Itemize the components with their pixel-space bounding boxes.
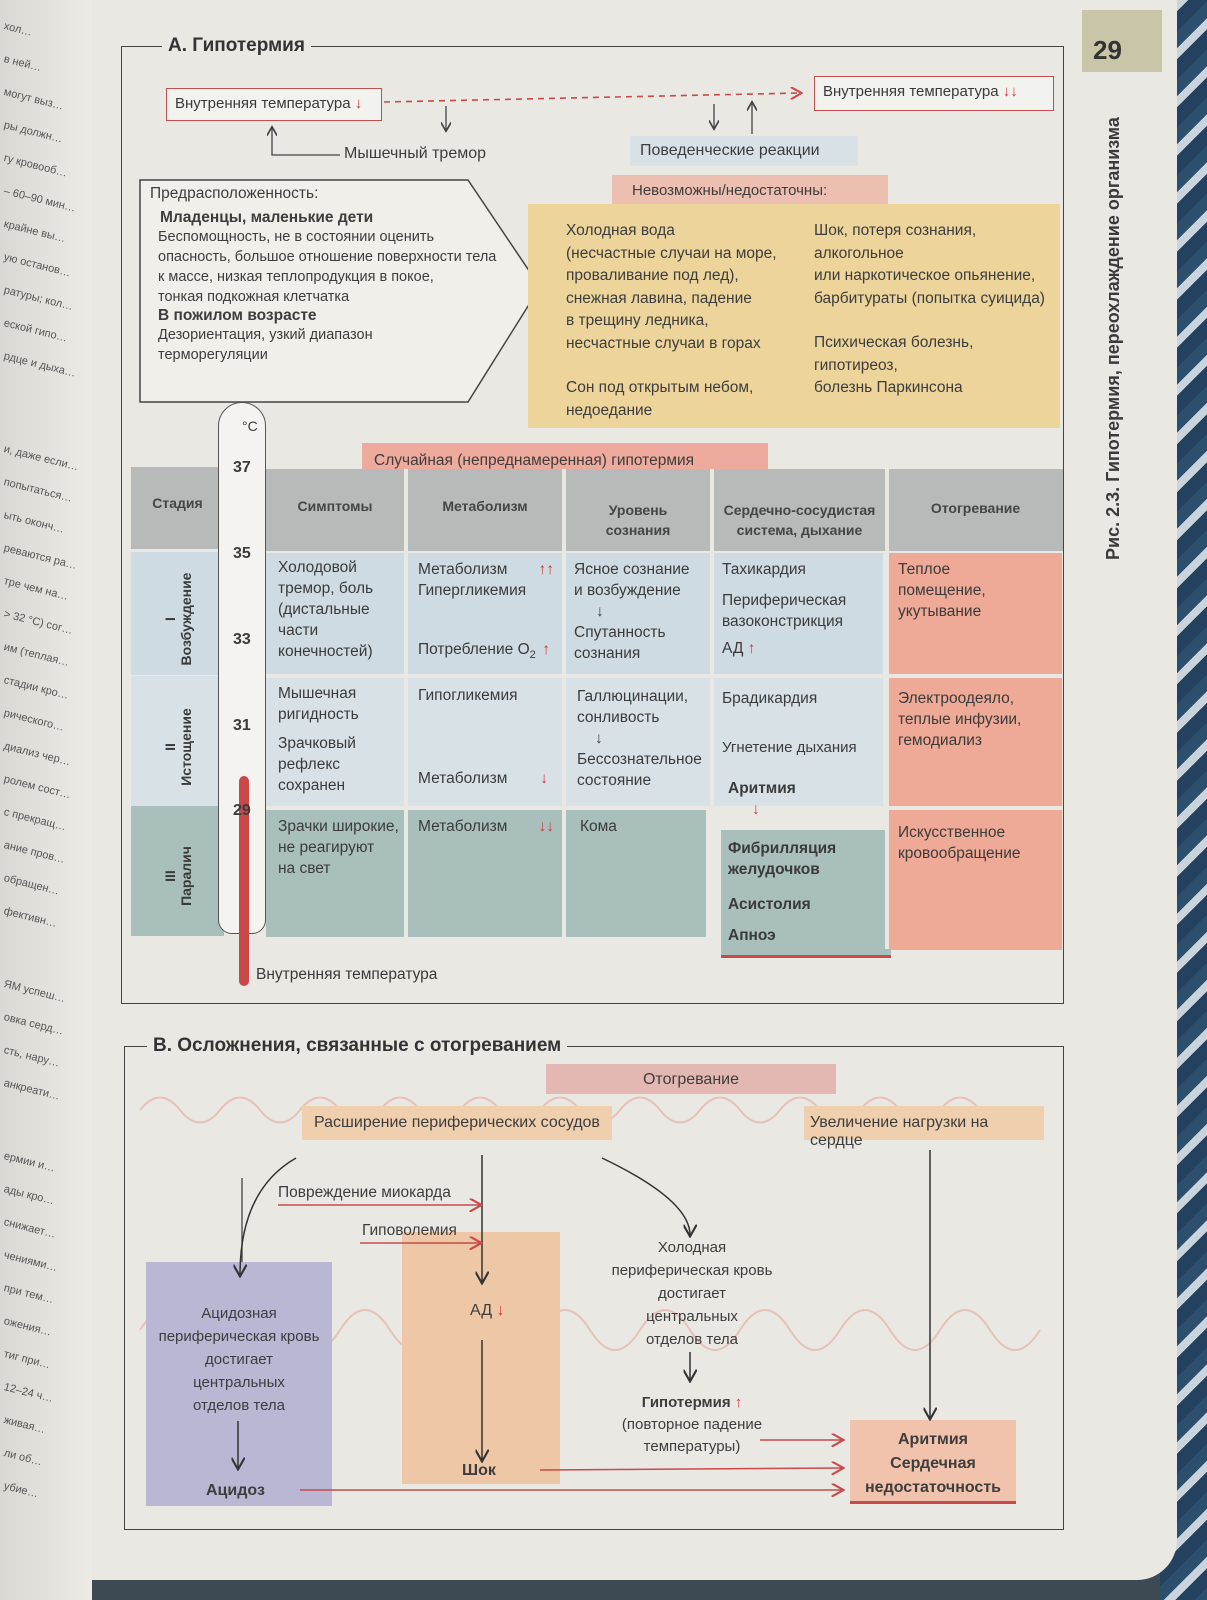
previous-page-text: анкреати… [2, 1077, 62, 1103]
arrow-down-icon: ↓ [596, 603, 604, 620]
r3-met1-text: Метаболизм [418, 818, 508, 835]
previous-page-text: при тем… [2, 1282, 55, 1307]
arrow-down-icon: ↓ [354, 95, 363, 112]
r2-card3: Аритмия [728, 780, 796, 797]
section-b-title: В. Осложнения, связанные с отогреванием [147, 1035, 567, 1057]
r2-card1: Брадикардия [722, 690, 818, 707]
previous-page-text: обращен… [2, 872, 61, 898]
previous-page-text: стадии кро… [2, 674, 70, 702]
r1-met3-text: Потребление O [418, 641, 530, 658]
stage-num: III [162, 870, 178, 882]
previous-page-text: ролем сост… [2, 773, 72, 802]
r2-met2-text: Метаболизм [418, 770, 508, 787]
r1-sym-line: конечностей) [278, 643, 373, 660]
r1-rew-line: Теплое [898, 561, 951, 578]
cause-line: Холодная вода [566, 222, 675, 239]
impossible-label: Невозможны/недостаточны: [612, 175, 888, 207]
header-line: Сердечно-сосудистая [723, 502, 876, 518]
r2-sym-line: сохранен [278, 777, 346, 794]
previous-page-text: снижает… [2, 1216, 57, 1241]
arrow-down-icon: ↓ [752, 801, 760, 818]
hypo-sub-line: температуры) [643, 1438, 741, 1455]
arrow-up-icon: ↑ [542, 641, 550, 658]
previous-page-text: тиг при… [2, 1348, 52, 1372]
heart-load-label: Увеличение нагрузки на сердце [804, 1106, 1044, 1140]
cause-line: проваливание под лед), [566, 267, 739, 284]
cause-line: барбитураты (попытка суицида) [814, 289, 1045, 307]
arrhythmia-label: Аритмия [897, 1431, 968, 1448]
section-a-title: А. Гипотермия [162, 35, 311, 57]
previous-page-text: ли об… [2, 1447, 44, 1469]
r3-consciousness: Кома [580, 818, 617, 835]
cause-line: Сон под открытым небом, [566, 379, 754, 396]
previous-page-text: еской гипо… [2, 317, 69, 345]
r1-sym-line: тремор, боль [278, 580, 374, 597]
thermo-tick: 35 [233, 545, 251, 562]
previous-page-text: ожения… [2, 1315, 53, 1339]
previous-page-text: живая… [2, 1414, 47, 1437]
r2-rew-line: гемодиализ [898, 732, 983, 749]
r3-rew-line: кровообращение [898, 845, 1021, 862]
arrow-up-icon: ↑ [747, 640, 756, 657]
hypothermia-label: Гипотермия [641, 1394, 731, 1411]
cause-line: Психическая болезнь, [814, 334, 974, 351]
r2-cons-line: сонливость [577, 709, 660, 726]
r1-met3-sub: 2 [529, 649, 536, 662]
r1-sym-line: (дистальные [278, 601, 370, 618]
header-line: сознания [605, 522, 671, 538]
previous-page-text: овка серд… [2, 1011, 65, 1038]
r3-sym-line: не реагируют [278, 839, 375, 856]
stage-name: Истощение [178, 708, 194, 786]
r3-card3: Апноэ [728, 927, 776, 944]
stage-num: II [162, 743, 178, 751]
double-arrow-down-icon: ↓↓ [1002, 83, 1018, 100]
previous-page-text: фективн… [2, 905, 59, 930]
acid-line: периферическая кровь [158, 1328, 320, 1345]
cause-line: (несчастные случаи на море, [566, 244, 777, 262]
previous-page-text: сть, нару… [2, 1044, 61, 1070]
cause-line: снежная лавина, падение [566, 289, 752, 307]
cause-line: Шок, потеря сознания, [814, 222, 977, 239]
previous-page-text: убие… [2, 1480, 40, 1501]
previous-page-text: рического… [2, 707, 66, 734]
arrow-down-icon: ↓ [540, 770, 548, 787]
muscle-tremor-label: Мышечный тремор [344, 145, 487, 162]
r1-card-line: вазоконстрикция [722, 613, 844, 630]
cold-line: периферическая кровь [611, 1262, 773, 1279]
previous-page-text: могут выз… [2, 86, 65, 113]
previous-page-text: ратуры; кол… [2, 284, 75, 313]
r2-cons-line: состояние [577, 772, 652, 789]
acid-blood-text [146, 1302, 332, 1417]
r2-rew-line: теплые инфузии, [898, 711, 1022, 728]
infants-line: к массе, низкая теплопродукция в покое, [158, 269, 434, 285]
previous-page-text: > 32 °С) сог… [2, 608, 74, 637]
cold-blood-text [594, 1236, 790, 1351]
behavioral-reactions-label: Поведенческие реакции [630, 136, 858, 166]
vasodilation-label: Расширение периферических сосудов [302, 1106, 612, 1140]
cause-line: болезнь Паркинсона [814, 379, 963, 396]
cold-line: центральных [646, 1308, 738, 1325]
hypothermia-line [594, 1392, 790, 1414]
r1-sym-line: Холодовой [278, 559, 357, 576]
bp-label [470, 1302, 505, 1320]
infants-line: опасность, большое отношение поверхности тела [158, 249, 497, 265]
r1-card-line: Периферическая [722, 592, 847, 609]
cause-line: гипотиреоз, [814, 356, 898, 374]
rewarming-label: Отогревание [546, 1064, 836, 1094]
arrow-up-icon: ↑ [734, 1394, 743, 1411]
thermo-tick: 33 [233, 631, 251, 648]
previous-page-text: крайне вы… [2, 218, 67, 246]
acid-line: отделов тела [192, 1397, 286, 1414]
r1-cons-line: и возбуждение [574, 582, 681, 599]
core-temp-left-label: Внутренняя температура [175, 95, 351, 112]
r2-sym-line: ригидность [278, 706, 359, 723]
previous-page-text: ыть оконч… [2, 509, 66, 536]
elderly-title: В пожилом возрасте [158, 307, 317, 324]
double-arrow-up-icon: ↑↑ [538, 561, 554, 578]
r1-met2: Гипергликемия [418, 582, 527, 599]
arrow-down-icon: ↓ [496, 1302, 505, 1319]
previous-page-text: с прекращ… [2, 806, 68, 834]
header-line: Уровень [608, 502, 668, 518]
r2-sym-line: рефлекс [278, 756, 341, 773]
thermo-tick: 31 [233, 717, 251, 734]
r3-rew-line: Искусственное [898, 824, 1006, 841]
previous-page-text: ание пров… [2, 839, 67, 866]
cause-line: алкогольное [814, 244, 904, 262]
cause-line: в трещину ледника, [566, 312, 709, 329]
cause-line: несчастные случаи в горах [566, 334, 761, 352]
figure-caption: Рис. 2.3. Гипотермия, переохлаждение организма [1103, 117, 1123, 560]
r2-card2: Угнетение дыхания [722, 739, 857, 756]
acidosis-label: Ацидоз [206, 1482, 265, 1499]
accidental-hypothermia-title: Случайная (непреднамеренная) гипотермия [362, 443, 768, 480]
r3-card-line: желудочков [728, 861, 820, 878]
r3-card-line: Фибрилляция [728, 840, 837, 857]
r1-cons-line: сознания [574, 645, 641, 662]
page-number: 29 [1093, 35, 1122, 65]
r2-rew-line: Электроодеяло, [898, 690, 1015, 707]
previous-page-text: рдце и дыха… [2, 350, 77, 380]
r1-cons-line: Спутанность [574, 624, 666, 641]
header-stage: Стадия [152, 495, 203, 511]
previous-page-text: ры должн… [2, 119, 64, 146]
arrhythmia-text [850, 1428, 1016, 1500]
previous-page-text: гу кровооб… [2, 152, 69, 180]
previous-page-text: ады кро… [2, 1183, 56, 1208]
core-temp-right-label: Внутренняя температура [823, 83, 999, 100]
r2-sym-line: Мышечная [278, 685, 357, 702]
cold-line: достигает [657, 1285, 727, 1302]
previous-page-text: реваются ра… [2, 542, 78, 572]
infants-line: Беспомощность, не в состоянии оценить [158, 229, 435, 245]
acid-line: достигает [204, 1351, 274, 1368]
arrow-down-icon: ↓ [595, 730, 603, 747]
r1-cons-line: Ясное сознание [574, 561, 690, 578]
previous-page-text: чениями… [2, 1249, 59, 1275]
hypothermia-block [594, 1392, 790, 1458]
previous-page-text: диализ чер… [2, 740, 72, 769]
myocard-label: Повреждение миокарда [278, 1184, 451, 1201]
thermometer-unit: °C [242, 418, 258, 434]
r2-sym-line: Зрачковый [278, 735, 356, 752]
thermometer-caption: Внутренняя температура [256, 966, 438, 983]
r1-card3-text: АД [722, 640, 744, 657]
previous-page-text: – 60–90 мин… [2, 185, 77, 215]
r3-sym-line: на свет [278, 860, 331, 877]
previous-page-text: хол… [2, 20, 34, 39]
r1-card1: Тахикардия [722, 561, 806, 578]
previous-page-text: попытаться… [2, 476, 74, 505]
previous-page-text: ую останов… [2, 251, 72, 280]
r3-sym-line: Зрачки широкие, [278, 818, 399, 835]
previous-page-text: и, даже если… [2, 443, 80, 474]
r2-cons-line: Бессознательное [577, 751, 702, 768]
previous-page-text: им (теплая… [2, 641, 71, 670]
acid-line: Ацидозная [201, 1305, 277, 1322]
heart-failure-line: Сердечная [890, 1455, 976, 1472]
r1-met1-text: Метаболизм [418, 561, 508, 578]
previous-page-text: ермии и… [2, 1150, 57, 1175]
double-arrow-down-icon: ↓↓ [538, 818, 554, 835]
stage-num: I [162, 617, 178, 621]
cause-line: или наркотическое опьянение, [814, 267, 1036, 284]
elderly-line: Дезориентация, узкий диапазон [158, 327, 373, 343]
header-rewarming: Отогревание [930, 500, 1021, 516]
header-symptoms: Симптомы [297, 498, 373, 514]
hypo-sub-line: (повторное падение [621, 1416, 763, 1433]
cause-line: недоедание [566, 401, 653, 419]
thermo-tick: 29 [233, 802, 251, 819]
infants-line: тонкая подкожная клетчатка [158, 289, 350, 305]
thermo-tick: 37 [233, 459, 251, 476]
bp-text: АД [470, 1302, 493, 1319]
r2-met1: Гипогликемия [418, 687, 518, 704]
heart-failure-line: недостаточность [865, 1479, 1001, 1496]
r1-sym-line: части [278, 622, 319, 639]
r2-cons-line: Галлюцинации, [577, 688, 689, 705]
stage-name: Паралич [178, 846, 194, 906]
stage-name: Возбуждение [178, 572, 194, 666]
acid-line: центральных [193, 1374, 285, 1391]
previous-page-text: ЯМ успеш… [2, 978, 67, 1006]
predisposition-title: Предрасположенность: [150, 185, 319, 202]
shock-label: Шок [462, 1462, 496, 1479]
infants-title: Младенцы, маленькие дети [160, 209, 374, 226]
r1-rew-line: укутывание [898, 603, 982, 620]
elderly-line: терморегуляции [158, 347, 268, 363]
cold-line: Холодная [657, 1239, 727, 1256]
previous-page-text: 12–24 ч… [2, 1381, 55, 1406]
r1-rew-line: помещение, [898, 582, 986, 599]
hypovolemia-label: Гиповолемия [362, 1222, 457, 1239]
previous-page-text: тре чем на… [2, 575, 70, 603]
cold-line: отделов тела [645, 1331, 739, 1348]
previous-page-text: в ней… [2, 53, 43, 75]
r3-card2: Асистолия [728, 896, 811, 913]
header-line: система, дыхание [736, 522, 863, 538]
header-metabolism: Метаболизм [442, 498, 528, 514]
